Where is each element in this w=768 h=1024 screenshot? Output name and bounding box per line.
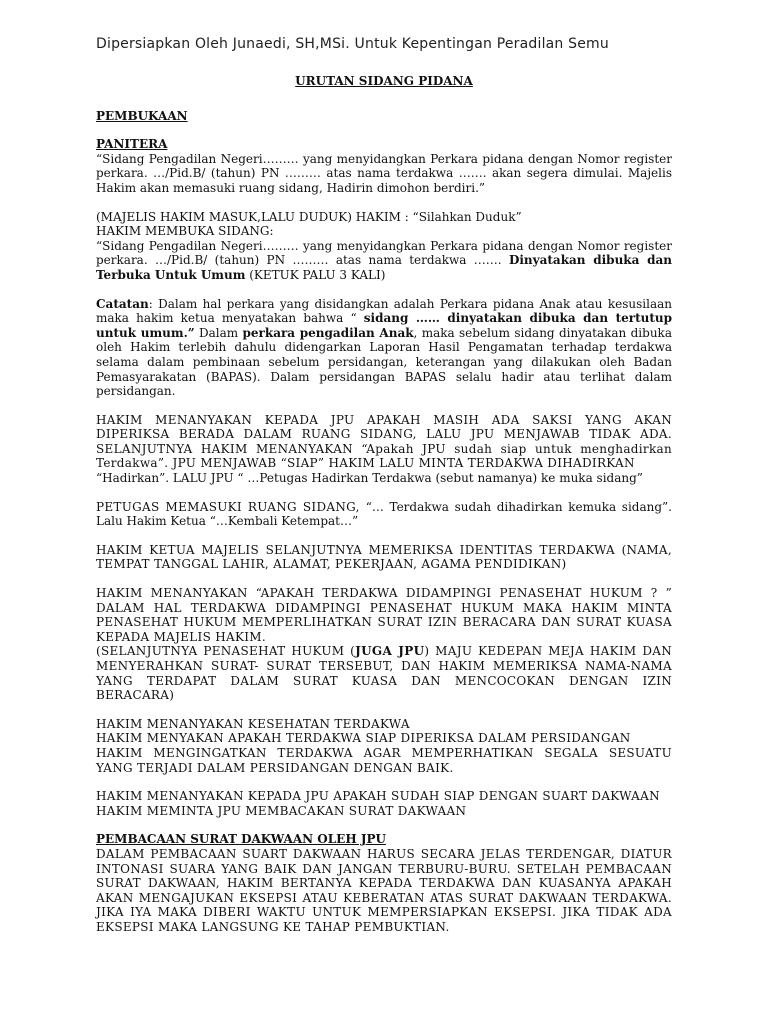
majelis-line1: (MAJELIS HAKIM MASUK,LALU DUDUK) HAKIM : “Silahkan Duduk” [96, 209, 522, 224]
petugas-paragraph [96, 500, 672, 529]
document-body [96, 74, 672, 935]
section-pembacaan: PEMBACAAN SURAT DAKWAAN OLEH JPU [96, 832, 387, 847]
majelis-text [96, 239, 672, 283]
petugas-upper: PETUGAS MEMASUKI RUANG SIDANG, [96, 499, 366, 514]
saksi-paragraph [96, 413, 672, 471]
catatan-text-1: : Dalam hal perkara yang disidangkan adalah Perkara pidana Anak atau kesusilaan maka hakim ketua menyatakan bahwa “ [96, 296, 672, 326]
petugas-rest: “… Terdakwa sudah dihadirkan kemuka sidang”. Lalu Hakim Ketua “…Kembali Ketempat…” [96, 499, 672, 529]
identitas-paragraph: HAKIM KETUA MAJELIS SELANJUTNYA MEMERIKSA IDENTITAS TERDAKWA (NAMA, TEMPAT TANGGAL LAHIR, ALAMAT, PEKERJAAN, AGAMA PENDIDIKAN) [96, 542, 672, 572]
catatan-text-2: Dalam [194, 325, 243, 340]
pembacaan-text: DALAM PEMBACAAN SUART DAKWAAN HARUS SECARA JELAS TERDENGAR, DIATUR INTONASI SUARA YANG BAIK DAN JANGAN TERBURU-BURU. SETELAH PEMBACAAN SURAT DAKWAAN, HAKIM BERTANYA KEPADA TERDAKWA DAN KUASANYA APAKAH AKAN MENGAJUKAN EKSEPSI ATAU KEBERATAN ATAS SURAT DAKWAAN TERDAKWA. JIKA IYA MAKA DIBERI WAKTU UNTUK MEMPERSIAPKAN EKSEPSI. JIKA TIDAK ADA EKSEPSI MAKA LANGSUNG KE TAHAP PEMBUKTIAN. [96, 846, 672, 934]
catatan-paragraph [96, 297, 672, 399]
catatan-bold-2: perkara pengadilan Anak [242, 325, 414, 340]
penasehat-bold: JUGA JPU [355, 644, 425, 659]
saksi-upper: HAKIM MENANYAKAN KEPADA JPU APAKAH MASIH ADA SAKSI YANG AKAN DIPERIKSA BERADA DALAM RUANG SIDANG, LALU JPU MENJAWAB TIDAK ADA. SELANJUTNYA HAKIM MENANYAKAN [96, 412, 672, 456]
majelis-text-a: “Sidang Pengadilan Negeri……… yang menyidangkan Perkara pidana dengan Nomor register perkara. …/Pid.B/ (tahun) PN ……… atas nama terdakwa ……. [96, 238, 672, 268]
section-panitera: PANITERA [96, 137, 168, 152]
document-title: URUTAN SIDANG PIDANA [295, 74, 473, 88]
catatan-bold-1: sidang …… dinyatakan dibuka dan tertutup untuk umum.” [96, 311, 672, 340]
dakwaan-line-1: HAKIM MENANYAKAN KEPADA JPU APAKAH SUDAH SIAP DENGAN SUART DAKWAAN [96, 789, 660, 804]
kesehatan-line-3: HAKIM MENGINGATKAN TERDAKWA AGAR MEMPERHATIKAN SEGALA SESUATU YANG TERJADI DALAM PERSIDANGAN DENGAN BAIK. [96, 745, 672, 775]
penasehat-paragraph-2 [96, 644, 672, 702]
saksi-quote-2: “Hadirkan”. LALU JPU “ …Petugas Hadirkan Terdakwa (sebut namanya) ke muka sidang” [96, 471, 643, 486]
saksi-quote-1: “Apakah JPU sudah siap untuk menghadirkan Terdakwa”. [96, 441, 672, 471]
majelis-text-bold: Dinyatakan dibuka dan Terbuka Untuk Umum [96, 253, 672, 282]
penasehat-text-c: ) MAJU KEDEPAN MEJA HAKIM DAN MENYERAHKAN SURAT- SURAT TERSEBUT, DAN HAKIM MEMERIKSA NAMA-NAMA YANG TERDAPAT DALAM SURAT KUASA DAN MENCOCOKAN DENGAN IZIN BERACARA) [96, 644, 673, 703]
penasehat-text-a: (SELANJUTNYA PENASEHAT HUKUM ( [96, 644, 356, 659]
majelis-text-c: (KETUK PALU 3 KALI) [245, 267, 386, 282]
catatan-label: Catatan [96, 296, 149, 311]
section-pembukaan: PEMBUKAAN [96, 108, 188, 123]
saksi-mid: JPU MENJAWAB “SIAP” HAKIM LALU MINTA TERDAKWA DIHADIRKAN [168, 456, 635, 471]
panitera-text: “Sidang Pengadilan Negeri……… yang menyidangkan Perkara pidana dengan Nomor register perkara. …/Pid.B/ (tahun) PN ……… atas nama terdakwa ……. akan segera dimulai. Majelis Hakim akan memasuki ruang sidang, Hadirin dimohon berdiri.” [96, 151, 672, 195]
kesehatan-line-1: HAKIM MENANYAKAN KESEHATAN TERDAKWA [96, 716, 410, 731]
dakwaan-line-2: HAKIM MEMINTA JPU MEMBACAKAN SURAT DAKWAAN [96, 803, 467, 818]
catatan-text-3: , maka sebelum sidang dinyatakan dibuka oleh Hakim terlebih dahulu didengarkan Laporan Hasil Pengamatan terhadap terdakwa selama dalam pembinaan sebelum persidangan, keterangan yang dilakukan oleh Badan Pemasyarakatan (BAPAS). Dalam persidangan BAPAS selalu hadir atau terlihat dalam persidangan. [96, 325, 672, 399]
kesehatan-line-2: HAKIM MENYAKAN APAKAH TERDAKWA SIAP DIPERIKSA DALAM PERSIDANGAN [96, 731, 631, 746]
penasehat-paragraph-1: HAKIM MENANYAKAN “APAKAH TERDAKWA DIDAMPINGI PENASEHAT HUKUM ? ” DALAM HAL TERDAKWA DIDAMPINGI PENASEHAT HUKUM MAKA HAKIM MINTA PENASEHAT HUKUM MEMPERLIHATKAN SURAT IZIN BERACARA DAN SURAT KUASA KEPADA MAJELIS HAKIM. [96, 586, 672, 644]
page-header: Dipersiapkan Oleh Junaedi, SH,MSi. Untuk Kepentingan Peradilan Semu [96, 36, 609, 52]
majelis-line2: HAKIM MEMBUKA SIDANG: [96, 224, 274, 239]
